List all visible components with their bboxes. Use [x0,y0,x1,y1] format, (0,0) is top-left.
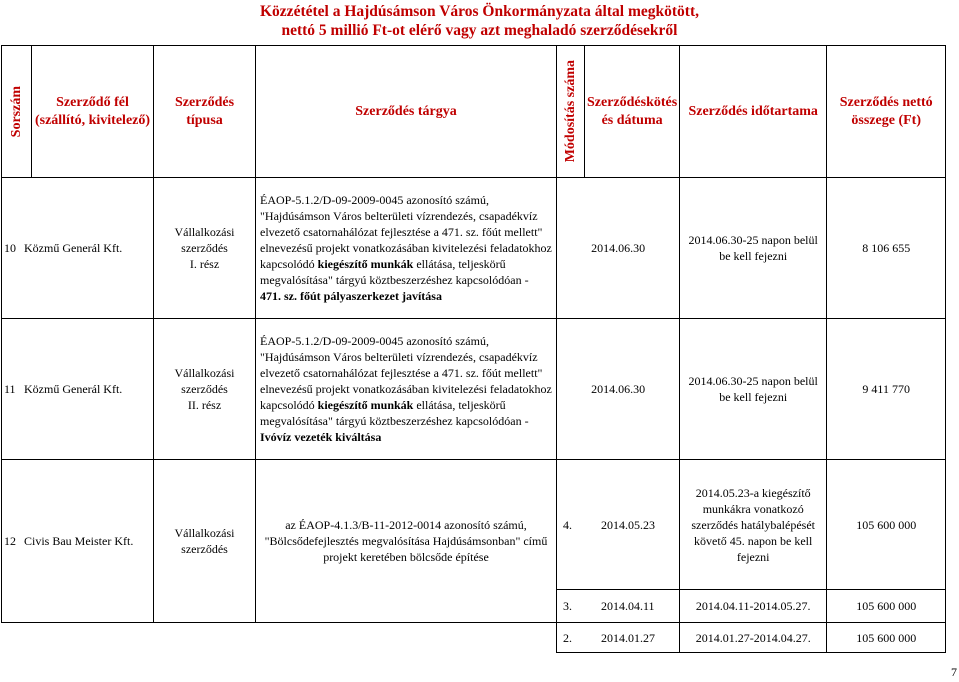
contract-type-cell [154,460,256,623]
duration-cell: 2014.01.27-2014.04.27. [680,623,827,653]
header-idotartam: Szerződés időtartama [680,46,827,178]
title-line-2: nettó 5 millió Ft-ot elérő vagy azt meghaladó szerződésekről [281,22,678,39]
sub-date: 2014.05.23 [601,517,655,532]
type-line-3: II. rész [187,398,222,412]
title-line-1: Közzététel a Hajdúsámson Város Önkormányzata által megkötött, [260,3,699,20]
type-line-1: Vállalkozási [174,366,235,380]
empty-spacer-cell [2,623,557,653]
header-netto-osszeg: Szerződés nettó összege (Ft) [827,46,946,178]
subject-text-2: ellátása, teljeskörű megvalósítása" tárgyú köztbeszerzéshez kapcsolódóan - [260,398,529,428]
type-line-2: szerződés [181,241,228,255]
contracts-table [1,45,946,653]
date-cell: 2014.06.30 [557,178,680,319]
row-number: 10 [4,241,16,255]
amount-cell: 105 600 000 [827,590,946,623]
modification-number: 3. [563,599,572,613]
contract-type-cell [154,178,256,319]
subject-bold-1: kiegészítő munkák [317,398,414,412]
page-number: 7 [951,665,957,679]
header-modositas-szama: Módosítás száma [557,46,585,178]
header-szerzodo-fel: Szerződő fél (szállító, kivitelező) [32,46,154,178]
type-line-2: szerződés [181,382,228,396]
subject-bold-2: 471. sz. főút pályaszerkezet javítása [260,289,442,303]
sub-mod-date-cell [557,590,680,623]
sub-date: 2014.04.11 [601,599,655,613]
modification-number: 4. [563,517,572,532]
type-line-1: Vállalkozási [174,526,235,540]
subject-text: ÉAOP-5.1.2/D-09-2009-0045 azonosító számú, "Hajdúsámson Város belterületi vízrendezés, csapadékvíz elvezető csatornahálózat fejlesztése a 471. sz. főút mellett" elnevezésű projekt vonatkozásában kivitelezési feladatokhoz kapcsolódó [260,334,552,412]
table-row [2,460,946,590]
row-number: 12 [4,534,16,548]
party-name: Civis Bau Meister Kft. [24,534,134,548]
type-line-2: szerződés [181,542,228,556]
type-line-3: I. rész [189,257,220,271]
duration-cell: 2014.04.11-2014.05.27. [680,590,827,623]
modification-number: 2. [563,630,572,645]
sub-date: 2014.01.27 [601,630,655,645]
subject-text-2: ellátása, teljeskörű megvalósítása" tárgyú köztbeszerzéshez kapcsolódóan - [260,257,529,287]
party-name: Közmű Generál Kft. [24,241,123,255]
amount-cell: 105 600 000 [827,623,946,653]
party-cell [2,319,154,460]
header-row [2,46,946,178]
contract-subject-cell [256,178,557,319]
row-number: 11 [4,382,16,396]
party-name: Közmű Generál Kft. [24,382,123,396]
header-sorszam: Sorszám [2,46,32,178]
page-title [0,2,959,40]
subject-text: ÉAOP-5.1.2/D-09-2009-0045 azonosító számú, "Hajdúsámson Város belterületi vízrendezés, csapadékvíz elvezető csatornahálózat fejlesztése a 471. sz. főút mellett" elnevezésű projekt vonatkozásában kivitelezési feladatokhoz kapcsolódó [260,193,552,271]
duration-cell: 2014.05.23-a kiegészítő munkákra vonatkozó szerződés hatálybalépését követő 45. napon be kell fejezni [680,460,827,590]
table-subrow [2,623,946,653]
contract-type-cell [154,319,256,460]
header-szerzodeskotes: Szerződéskötés és dátuma [585,46,680,178]
duration-cell: 2014.06.30-25 napon belül be kell fejezni [680,319,827,460]
contract-subject-cell [256,319,557,460]
header-szerzodes-tipusa: Szerződés típusa [154,46,256,178]
amount-cell: 105 600 000 [827,460,946,590]
sub-mod-date-cell [557,460,680,590]
party-cell [2,178,154,319]
header-szerzodes-targya: Szerződés tárgya [256,46,557,178]
duration-cell: 2014.06.30-25 napon belül be kell fejezni [680,178,827,319]
sub-mod-date-cell [557,623,680,653]
subject-bold-1: kiegészítő munkák [317,257,414,271]
date-cell: 2014.06.30 [557,319,680,460]
table-row [2,178,946,319]
amount-cell: 9 411 770 [827,319,946,460]
subject-bold-2: Ivóvíz vezeték kiváltása [260,430,382,444]
type-line-1: Vállalkozási [174,225,235,239]
contract-subject-cell: az ÉAOP-4.1.3/B-11-2012-0014 azonosító számú, "Bölcsődefejlesztés megvalósítása Hajdúsámsonban" című projekt keretében bölcsőde építése [256,460,557,623]
party-cell [2,460,154,623]
table-row [2,319,946,460]
amount-cell: 8 106 655 [827,178,946,319]
